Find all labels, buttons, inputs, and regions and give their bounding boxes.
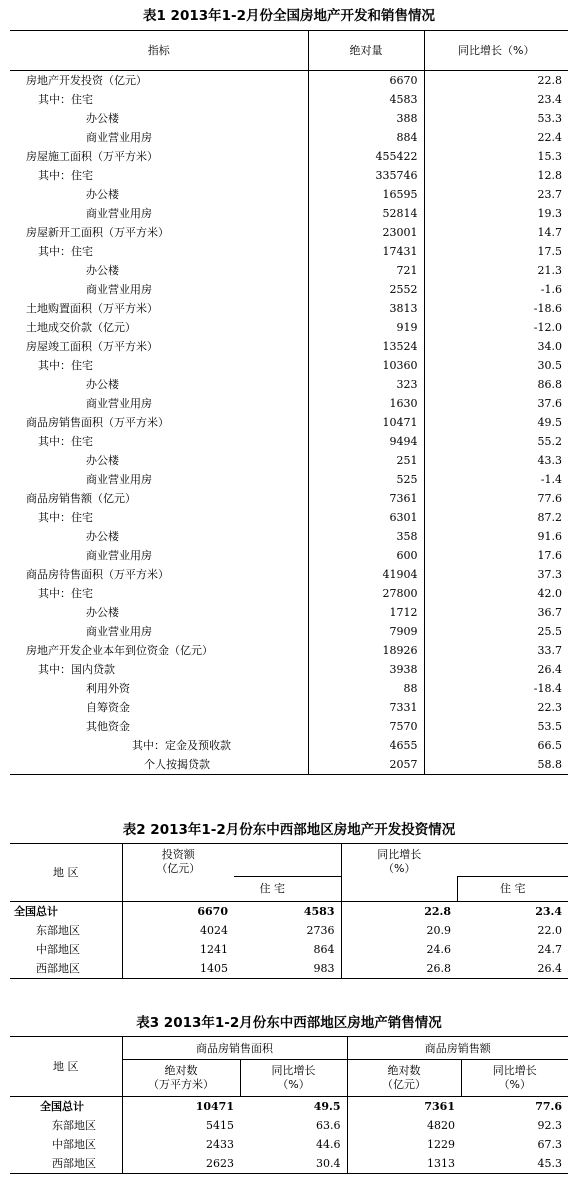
row-label: 个人按揭贷款 xyxy=(10,755,308,775)
table-row xyxy=(10,166,568,185)
table-row xyxy=(10,1097,568,1117)
housing-growth-value: 23.4 xyxy=(535,904,562,918)
table-row xyxy=(10,356,568,375)
t2-header-region: 地 区 xyxy=(10,844,122,902)
housing-value: 983 xyxy=(234,959,341,979)
row-value: 6670 xyxy=(308,71,424,91)
row-label: 办公楼 xyxy=(10,109,308,128)
growth-value: 20.9 xyxy=(426,923,451,937)
row-growth: 43.3 xyxy=(537,454,562,467)
row-label: 商业营业用房 xyxy=(10,204,308,223)
row-growth: 23.7 xyxy=(537,188,562,201)
row-label: 其中：住宅 xyxy=(10,432,308,451)
row-value: 27800 xyxy=(308,584,424,603)
t3-header-sales: 商品房销售额 xyxy=(347,1037,568,1060)
row-value: 2057 xyxy=(308,755,424,775)
table-row xyxy=(10,337,568,356)
row-growth: 17.5 xyxy=(537,245,562,258)
row-growth: 58.8 xyxy=(537,758,562,771)
region-name: 东部地区 xyxy=(10,1116,122,1135)
row-growth: -18.6 xyxy=(533,302,562,315)
table-row xyxy=(10,527,568,546)
row-value: 455422 xyxy=(308,147,424,166)
row-value: 6301 xyxy=(308,508,424,527)
table-row xyxy=(10,147,568,166)
row-value: 3813 xyxy=(308,299,424,318)
table-row xyxy=(10,128,568,147)
row-value: 17431 xyxy=(308,242,424,261)
row-value: 7909 xyxy=(308,622,424,641)
housing-value: 864 xyxy=(234,940,341,959)
row-value: 10360 xyxy=(308,356,424,375)
row-growth: 17.6 xyxy=(537,549,562,562)
row-value: 16595 xyxy=(308,185,424,204)
row-label: 自筹资金 xyxy=(10,698,308,717)
row-label: 商业营业用房 xyxy=(10,394,308,413)
t3-header-area-abs-label: 绝对数 xyxy=(164,1064,198,1077)
row-label: 办公楼 xyxy=(10,451,308,470)
row-growth: 53.3 xyxy=(537,112,562,125)
housing-value: 2736 xyxy=(234,921,341,940)
row-growth: -1.6 xyxy=(540,283,562,296)
area-growth-value: 30.4 xyxy=(240,1154,347,1174)
table-row xyxy=(10,1116,568,1135)
table-row xyxy=(10,489,568,508)
t3-header-area-abs xyxy=(122,1060,240,1097)
row-label: 房地产开发投资（亿元） xyxy=(10,71,308,91)
growth-value: 22.8 xyxy=(424,904,451,918)
row-label: 其中：住宅 xyxy=(10,166,308,185)
table-row xyxy=(10,204,568,223)
table-row xyxy=(10,432,568,451)
row-growth: 15.3 xyxy=(537,150,562,163)
header-yoy-growth: 同比增长（%） xyxy=(424,31,568,71)
row-growth: 86.8 xyxy=(537,378,562,391)
row-growth: 36.7 xyxy=(537,606,562,619)
table-row xyxy=(10,71,568,91)
table-row xyxy=(10,546,568,565)
row-label: 办公楼 xyxy=(10,375,308,394)
row-growth: 34.0 xyxy=(537,340,562,353)
row-value: 1630 xyxy=(308,394,424,413)
sales-growth-value: 67.3 xyxy=(537,1138,562,1151)
row-label: 商业营业用房 xyxy=(10,470,308,489)
t2-header-growth-bottom xyxy=(341,876,457,901)
growth-value: 24.6 xyxy=(426,942,451,956)
row-growth: 19.3 xyxy=(537,207,562,220)
invest-value: 1241 xyxy=(200,942,228,956)
sales-growth-value: 45.3 xyxy=(537,1157,562,1170)
row-growth: 77.6 xyxy=(537,492,562,505)
area-value: 2433 xyxy=(206,1138,234,1151)
row-label: 商业营业用房 xyxy=(10,622,308,641)
table1-development-sales xyxy=(10,30,568,775)
row-label: 商品房销售额（亿元） xyxy=(10,489,308,508)
row-growth: 53.5 xyxy=(537,720,562,733)
t3-header-sales-growth-label: 同比增长 xyxy=(492,1064,537,1077)
row-value: 884 xyxy=(308,128,424,147)
table3-regional-sales xyxy=(10,1036,568,1174)
t3-header-area: 商品房销售面积 xyxy=(122,1037,347,1060)
table-row xyxy=(10,185,568,204)
table-row xyxy=(10,261,568,280)
t3-header-region: 地 区 xyxy=(10,1037,122,1097)
table-row xyxy=(10,242,568,261)
region-name: 中部地区 xyxy=(10,1135,122,1154)
row-growth: -1.4 xyxy=(540,473,562,486)
t2-header-invest-spacer xyxy=(234,844,341,877)
row-value: 13524 xyxy=(308,337,424,356)
area-growth-value: 44.6 xyxy=(240,1135,347,1154)
table-row xyxy=(10,901,568,921)
row-growth: 37.6 xyxy=(537,397,562,410)
housing-growth-value: 26.4 xyxy=(537,961,562,975)
table-row xyxy=(10,90,568,109)
table1-title: 表1 2013年1-2月份全国房地产开发和销售情况 xyxy=(142,8,436,24)
row-label: 办公楼 xyxy=(10,261,308,280)
row-value: 525 xyxy=(308,470,424,489)
row-growth: 37.3 xyxy=(537,568,562,581)
area-value: 2623 xyxy=(206,1157,234,1170)
row-growth: 26.4 xyxy=(537,663,562,676)
invest-value: 4024 xyxy=(200,923,228,937)
row-label: 商业营业用房 xyxy=(10,128,308,147)
row-value: 4583 xyxy=(308,90,424,109)
growth-value: 26.8 xyxy=(426,961,451,975)
row-label: 其中：住宅 xyxy=(10,508,308,527)
row-label: 房屋新开工面积（万平方米） xyxy=(10,223,308,242)
row-growth: 23.4 xyxy=(537,93,562,106)
t2-header-invest-bottom xyxy=(122,876,234,901)
t3-header-sales-abs xyxy=(347,1060,461,1097)
table-row xyxy=(10,508,568,527)
housing-value: 4583 xyxy=(234,901,341,921)
table-row xyxy=(10,318,568,337)
row-value: 600 xyxy=(308,546,424,565)
row-label: 利用外资 xyxy=(10,679,308,698)
row-growth: 22.4 xyxy=(537,131,562,144)
row-value: 10471 xyxy=(308,413,424,432)
table-row xyxy=(10,375,568,394)
row-growth: 25.5 xyxy=(537,625,562,638)
t2-header-housing: 住 宅 xyxy=(234,876,341,901)
row-label: 办公楼 xyxy=(10,603,308,622)
row-label: 商品房待售面积（万平方米） xyxy=(10,565,308,584)
row-growth: 91.6 xyxy=(537,530,562,543)
t2-header-invest xyxy=(122,844,234,877)
sales-value: 1229 xyxy=(427,1138,455,1151)
table-row xyxy=(10,940,568,959)
table-row xyxy=(10,109,568,128)
t2-header-growth-label: 同比增长 xyxy=(377,848,422,861)
area-growth-value: 49.5 xyxy=(240,1097,347,1117)
row-value: 358 xyxy=(308,527,424,546)
row-label: 商业营业用房 xyxy=(10,546,308,565)
sales-value: 4820 xyxy=(427,1119,455,1132)
row-growth: 22.3 xyxy=(537,701,562,714)
t3-header-sales-abs-unit: （亿元） xyxy=(382,1078,426,1091)
table-row xyxy=(10,959,568,979)
row-value: 18926 xyxy=(308,641,424,660)
header-absolute-value: 绝对量 xyxy=(308,31,424,71)
row-value: 7361 xyxy=(308,489,424,508)
row-growth: 87.2 xyxy=(537,511,562,524)
row-value: 9494 xyxy=(308,432,424,451)
row-label: 其中：住宅 xyxy=(10,90,308,109)
invest-value: 6670 xyxy=(197,904,228,918)
invest-value: 1405 xyxy=(200,961,228,975)
table-row xyxy=(10,921,568,940)
region-name: 中部地区 xyxy=(10,940,122,959)
row-label: 其中：住宅 xyxy=(10,584,308,603)
row-growth: -18.4 xyxy=(533,682,562,695)
t3-header-area-growth-unit: （%） xyxy=(277,1078,310,1091)
row-label: 商品房销售面积（万平方米） xyxy=(10,413,308,432)
table-row xyxy=(10,394,568,413)
t3-header-area-abs-unit: （万平方米） xyxy=(148,1078,214,1091)
row-value: 7570 xyxy=(308,717,424,736)
row-value: 251 xyxy=(308,451,424,470)
region-name: 西部地区 xyxy=(10,1154,122,1174)
row-growth: 55.2 xyxy=(537,435,562,448)
t2-header-housing-growth: 住 宅 xyxy=(457,876,568,901)
row-label: 其中：住宅 xyxy=(10,242,308,261)
table-row xyxy=(10,736,568,755)
row-growth: 42.0 xyxy=(537,587,562,600)
area-value: 5415 xyxy=(206,1119,234,1132)
row-value: 388 xyxy=(308,109,424,128)
region-name: 东部地区 xyxy=(10,921,122,940)
row-growth: 33.7 xyxy=(537,644,562,657)
row-growth: -12.0 xyxy=(533,321,562,334)
row-value: 2552 xyxy=(308,280,424,299)
row-label: 办公楼 xyxy=(10,185,308,204)
table-row xyxy=(10,1154,568,1174)
table-row xyxy=(10,717,568,736)
row-growth: 66.5 xyxy=(537,739,562,752)
table1-header-row xyxy=(10,31,568,71)
table3-title: 表3 2013年1-2月份东中西部地区房地产销售情况 xyxy=(136,1015,442,1031)
housing-growth-value: 22.0 xyxy=(537,923,562,937)
table-row xyxy=(10,755,568,775)
row-label: 其中：国内贷款 xyxy=(10,660,308,679)
table-row xyxy=(10,622,568,641)
t3-header-area-growth xyxy=(240,1060,347,1097)
row-growth: 30.5 xyxy=(537,359,562,372)
region-name: 全国总计 xyxy=(10,1097,122,1117)
table-row xyxy=(10,660,568,679)
row-value: 41904 xyxy=(308,565,424,584)
table-row xyxy=(10,413,568,432)
sales-growth-value: 92.3 xyxy=(537,1119,562,1132)
row-value: 52814 xyxy=(308,204,424,223)
row-label: 房屋竣工面积（万平方米） xyxy=(10,337,308,356)
row-label: 房地产开发企业本年到位资金（亿元） xyxy=(10,641,308,660)
sales-growth-value: 77.6 xyxy=(535,1100,562,1113)
row-value: 4655 xyxy=(308,736,424,755)
area-value: 10471 xyxy=(195,1100,234,1113)
region-name: 西部地区 xyxy=(10,959,122,979)
table-row xyxy=(10,299,568,318)
row-value: 721 xyxy=(308,261,424,280)
row-value: 7331 xyxy=(308,698,424,717)
row-value: 1712 xyxy=(308,603,424,622)
t3-header-area-growth-label: 同比增长 xyxy=(271,1064,316,1077)
row-value: 919 xyxy=(308,318,424,337)
sales-value: 1313 xyxy=(427,1157,455,1170)
t3-header-sales-growth-unit: （%） xyxy=(498,1078,531,1091)
header-indicator: 指标 xyxy=(10,31,308,71)
t2-header-growth xyxy=(341,844,457,877)
housing-growth-value: 24.7 xyxy=(537,942,562,956)
table-row xyxy=(10,280,568,299)
table-row xyxy=(10,584,568,603)
row-label: 其他资金 xyxy=(10,717,308,736)
row-label: 土地成交价款（亿元） xyxy=(10,318,308,337)
row-value: 88 xyxy=(308,679,424,698)
row-label: 土地购置面积（万平方米） xyxy=(10,299,308,318)
t2-header-growth-spacer xyxy=(457,844,568,877)
region-name: 全国总计 xyxy=(10,901,122,921)
t2-header-invest-label: 投资额 xyxy=(161,848,195,861)
table-row xyxy=(10,565,568,584)
row-label: 办公楼 xyxy=(10,527,308,546)
t2-header-growth-unit: （%） xyxy=(383,862,416,875)
row-value: 3938 xyxy=(308,660,424,679)
sales-value: 7361 xyxy=(424,1100,455,1113)
t3-header-sales-growth xyxy=(461,1060,568,1097)
table-row xyxy=(10,1135,568,1154)
t2-header-invest-unit: （亿元） xyxy=(156,862,201,875)
row-label: 商业营业用房 xyxy=(10,280,308,299)
row-label: 其中：定金及预收款 xyxy=(10,736,308,755)
table2-regional-investment xyxy=(10,843,568,979)
row-growth: 22.8 xyxy=(537,74,562,87)
table-row xyxy=(10,603,568,622)
table-row xyxy=(10,641,568,660)
row-label: 房屋施工面积（万平方米） xyxy=(10,147,308,166)
table2-title: 表2 2013年1-2月份东中西部地区房地产开发投资情况 xyxy=(122,822,456,838)
t3-header-sales-abs-label: 绝对数 xyxy=(387,1064,421,1077)
row-value: 323 xyxy=(308,375,424,394)
row-value: 335746 xyxy=(308,166,424,185)
row-label: 其中：住宅 xyxy=(10,356,308,375)
row-growth: 49.5 xyxy=(537,416,562,429)
table-row xyxy=(10,698,568,717)
row-growth: 12.8 xyxy=(537,169,562,182)
row-value: 23001 xyxy=(308,223,424,242)
table-row xyxy=(10,223,568,242)
row-growth: 14.7 xyxy=(537,226,562,239)
row-growth: 21.3 xyxy=(537,264,562,277)
table-row xyxy=(10,679,568,698)
area-growth-value: 63.6 xyxy=(240,1116,347,1135)
table-row xyxy=(10,470,568,489)
table-row xyxy=(10,451,568,470)
